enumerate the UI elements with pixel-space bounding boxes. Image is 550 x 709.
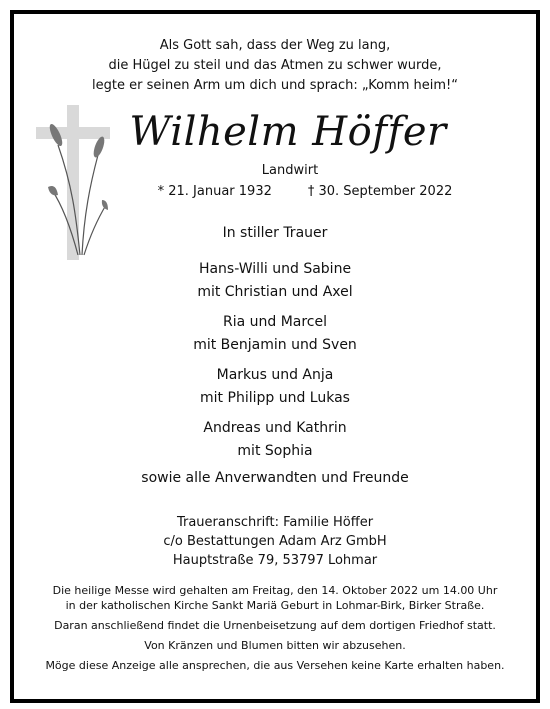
poem	[0, 36, 550, 96]
note-line: Möge diese Anzeige alle ansprechen, die aus Versehen keine Karte erhalten haben.	[45, 659, 505, 672]
poem-line: legte er seinen Arm um dich und sprach: „Komm heim!“	[92, 78, 458, 93]
family-group	[0, 258, 550, 304]
family-line: mit Benjamin und Sven	[193, 337, 357, 353]
family-line: Ria und Marcel	[222, 314, 328, 330]
address-line: Traueranschrift: Familie Höffer	[176, 515, 374, 530]
life-dates	[60, 184, 550, 199]
service-notes	[0, 583, 550, 678]
relatives-line: sowie alle Anverwandten und Freunde	[141, 470, 409, 486]
note-line: Die heilige Messe wird gehalten am Freitag, den 14. Oktober 2022 um 14.00 Uhr	[52, 584, 498, 597]
note-line: Daran anschließend findet die Urnenbeisetzung auf dem dortigen Friedhof statt.	[54, 619, 496, 632]
note-line: in der katholischen Kirche Sankt Mariä Geburt in Lohmar-Birk, Birker Straße.	[65, 599, 485, 612]
family-group	[0, 417, 550, 463]
death-date: † 30. September 2022	[307, 184, 453, 199]
address-line: c/o Bestattungen Adam Arz GmbH	[163, 534, 387, 549]
family-group	[0, 364, 550, 410]
mourning-address	[0, 513, 550, 570]
family-group	[0, 311, 550, 357]
poem-line: Als Gott sah, dass der Weg zu lang,	[159, 38, 391, 53]
family-line: mit Sophia	[237, 443, 313, 459]
note-line: Von Kränzen und Blumen bitten wir abzusehen.	[144, 639, 406, 652]
note-paragraph	[0, 658, 550, 673]
note-paragraph	[0, 638, 550, 653]
note-paragraph	[0, 583, 550, 613]
address-line: Hauptstraße 79, 53797 Lohmar	[172, 553, 378, 568]
family-line: Hans-Willi und Sabine	[198, 261, 352, 277]
birth-date: * 21. Januar 1932	[157, 184, 272, 199]
deceased-occupation: Landwirt	[261, 163, 319, 178]
family-line: mit Christian und Axel	[197, 284, 353, 300]
note-paragraph	[0, 618, 550, 633]
poem-line: die Hügel zu steil und das Atmen zu schwer wurde,	[108, 58, 442, 73]
family-line: Andreas und Kathrin	[203, 420, 347, 436]
deceased-name: Wilhelm Höffer	[129, 109, 447, 155]
family-line: mit Philipp und Lukas	[200, 390, 350, 406]
mourning-line: In stiller Trauer	[222, 225, 328, 241]
family-line: Markus und Anja	[216, 367, 334, 383]
family-list	[0, 258, 550, 470]
